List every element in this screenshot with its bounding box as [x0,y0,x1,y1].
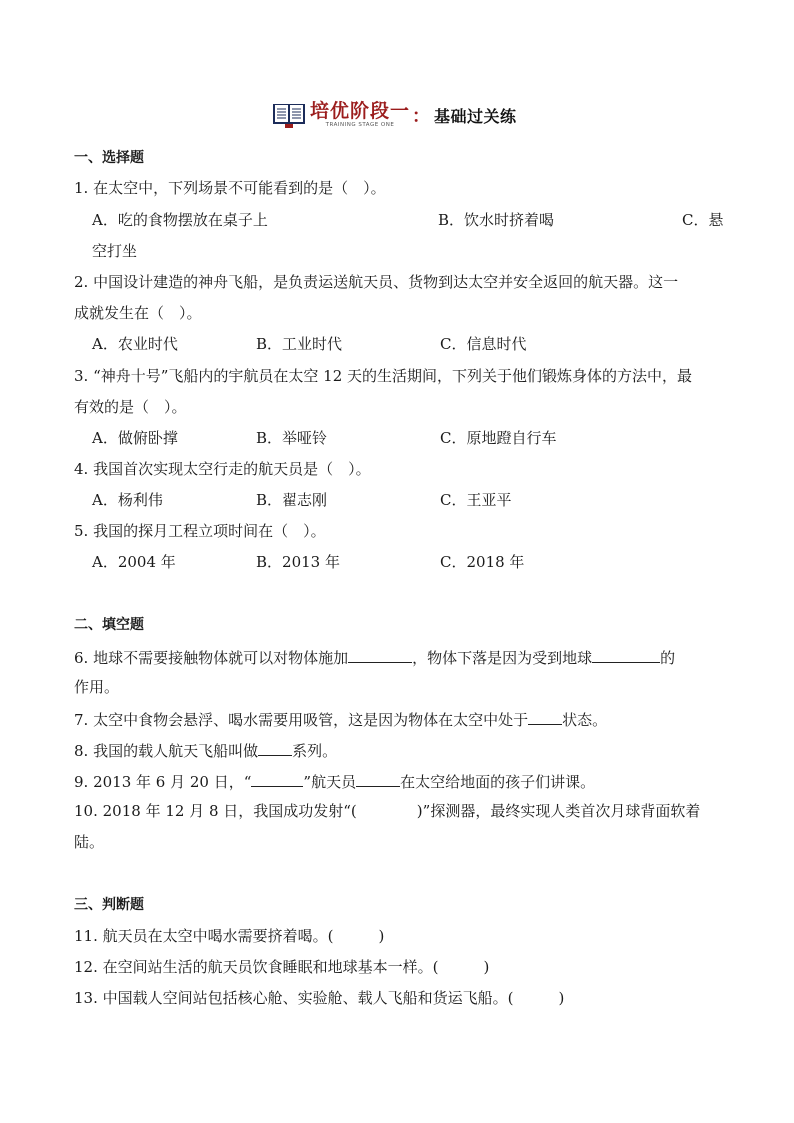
q5-option-c: C．2018 年 [440,553,525,571]
q9-blank-2[interactable] [356,770,400,787]
q10-text-b: )”探测器，最终实现人类首次月球背面软着 [416,802,701,820]
question-4: 4. 我国首次实现太空行走的航天员是（ ）。 [74,460,371,478]
q4-option-a: A．杨利伟 [92,491,163,509]
section-title-choice: 一、选择题 [74,150,144,166]
question-3-line2: 有效的是（ ）。 [74,398,187,416]
q6-blank-2[interactable] [592,646,660,663]
header-right-title: 基础过关练 [434,106,517,126]
q10-text-a: 10. 2018 年 12 月 8 日，我国成功发射“( [74,802,357,820]
question-1: 1. 在太空中，下列场景不可能看到的是（ ）。 [74,179,386,197]
question-2-line1: 2. 中国设计建造的神舟飞船，是负责运送航天员、货物到达太空并安全返回的航天器。这一 [74,273,679,291]
q9-text-a: 9. 2013 年 6 月 20 日，“ [74,773,252,791]
question-10-line2: 陆。 [74,833,105,851]
q9-text-c: 在太空给地面的孩子们讲课。 [400,773,596,791]
question-2-line2: 成就发生在（ ）。 [74,304,202,322]
q1-option-a: A．吃的食物摆放在桌子上 [92,211,268,229]
question-3-line1: 3. “神舟十号”飞船内的宇航员在太空 12 天的生活期间，下列关于他们锻炼身体的方法中，最 [74,367,693,385]
header-title: 培优阶段一 [310,100,411,122]
q6-text-a: 6. 地球不需要接触物体就可以对物体施加 [74,649,349,667]
q9-blank-1[interactable] [251,770,303,787]
q2-option-a: A．农业时代 [92,335,178,353]
question-10-line1 [74,801,700,821]
section-title-judge: 三、判断题 [74,897,144,913]
book-icon [272,100,306,130]
q1-option-c: C．悬 [682,211,724,229]
q8-blank[interactable] [258,739,292,756]
header-title-block [310,101,410,129]
q1-option-b: B．饮水时挤着喝 [438,211,555,229]
question-13: 13. 中国载人空间站包括核心舱、实验舱、载人飞船和货运飞船。( ) [74,989,565,1007]
q2-option-c: C．信息时代 [440,335,527,353]
q6-blank-1[interactable] [348,646,412,663]
page-header [272,98,517,132]
q7-blank[interactable] [528,708,562,725]
q7-text-b: 状态。 [562,711,608,729]
q3-option-a: A．做俯卧撑 [92,429,178,447]
q3-option-b: B．举哑铃 [256,429,328,447]
q8-text-b: 系列。 [292,742,338,760]
q5-option-b: B．2013 年 [256,553,340,571]
q9-text-b: ”航天员 [303,773,357,791]
q8-text-a: 8. 我国的载人航天飞船叫做 [74,742,259,760]
q5-option-a: A．2004 年 [92,553,176,571]
question-12: 12. 在空间站生活的航天员饮食睡眠和地球基本一样。( ) [74,958,490,976]
question-8 [74,739,337,761]
question-6-line2: 作用。 [74,678,120,696]
q6-text-c: 的 [660,649,676,667]
q6-text-b: ，物体下落是因为受到地球 [412,649,593,667]
question-11: 11. 航天员在太空中喝水需要挤着喝。( ) [74,927,385,945]
q2-option-b: B．工业时代 [256,335,343,353]
q3-option-c: C．原地蹬自行车 [440,429,557,447]
header-colon: ： [412,106,431,127]
q4-option-b: B．翟志刚 [256,491,328,509]
q7-text-a: 7. 太空中食物会悬浮、喝水需要用吸管，这是因为物体在太空中处于 [74,711,529,729]
section-title-fill: 二、填空题 [74,617,144,633]
question-7 [74,708,607,730]
question-5: 5. 我国的探月工程立项时间在（ ）。 [74,522,326,540]
question-6-line1 [74,646,675,668]
header-subtitle: TRAINING STAGE ONE [325,122,395,128]
question-9 [74,770,595,792]
q4-option-c: C．王亚平 [440,491,512,509]
q1-option-c-continuation: 空打坐 [92,242,138,260]
